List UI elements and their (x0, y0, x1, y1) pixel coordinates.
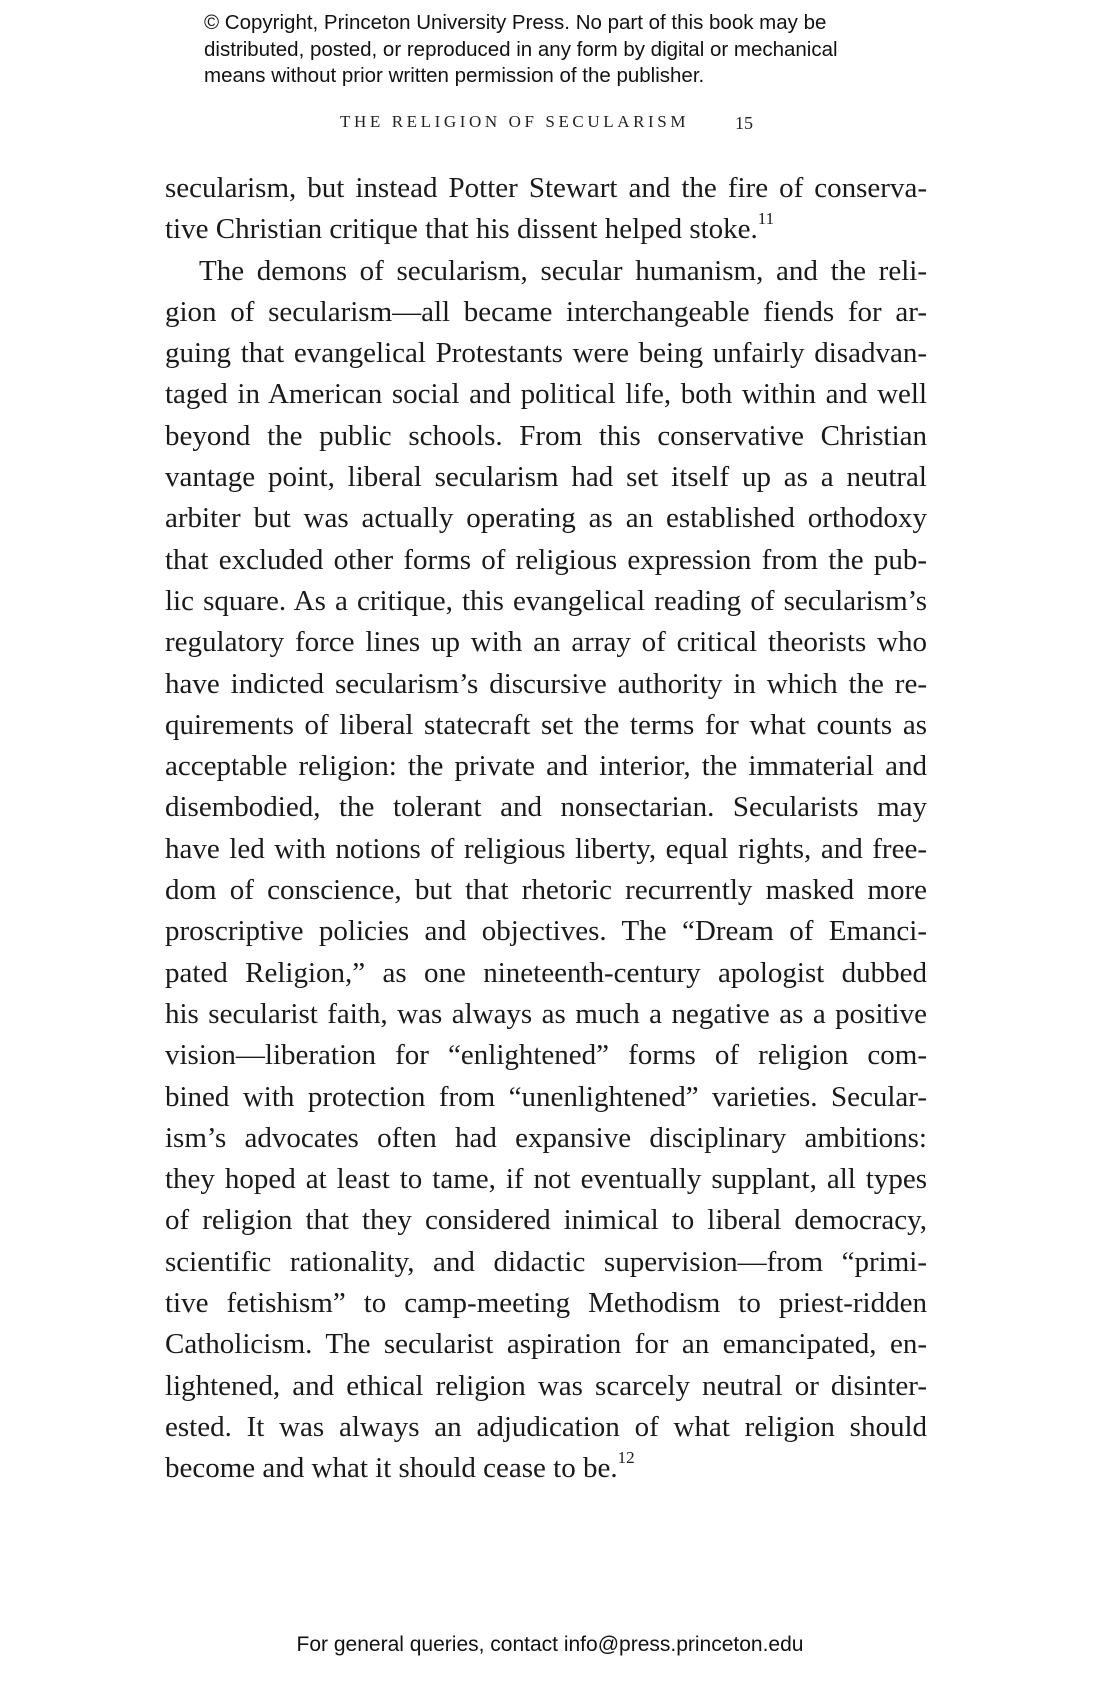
text-line: they hoped at least to tame, if not eventually supplant, all types (165, 1163, 927, 1196)
text-line: ism’s advocates often had expansive disciplinary ambitions: (165, 1121, 927, 1154)
text-line: acceptable religion: the private and interior, the immaterial and (165, 750, 927, 783)
text-line: proscriptive policies and objectives. The “Dream of Emanci- (165, 915, 927, 948)
text-line: secularism, but instead Potter Stewart and the fire of conserva- (165, 172, 927, 204)
body-text (165, 168, 927, 1490)
text-line: arbiter but was actually operating as an established orthodoxy (165, 502, 927, 535)
copyright-notice (204, 10, 964, 90)
paragraph-1 (165, 168, 927, 251)
copyright-line: distributed, posted, or reproduced in any form by digital or mechanical (204, 37, 838, 61)
running-head-title: THE RELIGION OF SECULARISM (340, 112, 690, 131)
text-line: of religion that they considered inimical to liberal democracy, (165, 1204, 927, 1237)
text-line: beyond the public schools. From this conservative Christian (165, 419, 927, 452)
text-line-content: tive Christian critique that his dissent helped stoke. (165, 213, 758, 246)
text-line: Catholicism. The secularist aspiration for an emancipated, en- (165, 1328, 927, 1361)
footnote-marker: 11 (757, 208, 775, 228)
copyright-line: © Copyright, Princeton University Press. No part of this book may be (204, 11, 827, 34)
text-line: regulatory force lines up with an array of critical theorists who (165, 626, 927, 659)
text-line-content: become and what it should cease to be. (165, 1452, 618, 1485)
footnote-marker: 12 (617, 1447, 635, 1467)
text-line: vision—liberation for “enlightened” forms of religion com- (165, 1039, 927, 1072)
text-line (165, 1448, 927, 1489)
text-line: dom of conscience, but that rhetoric recurrently masked more (165, 874, 927, 907)
paragraph-2 (165, 251, 927, 1490)
text-line: guing that evangelical Protestants were being unfairly disadvan- (165, 337, 927, 370)
copyright-line: means without prior written permission of the publisher. (204, 64, 705, 87)
text-line: tive fetishism” to camp-meeting Methodism to priest-ridden (165, 1287, 927, 1320)
page-number: 15 (735, 113, 753, 133)
text-line: gion of secularism—all became interchangeable fiends for ar- (165, 295, 927, 328)
text-line: lightened, and ethical religion was scarcely neutral or disinter- (165, 1369, 927, 1402)
text-line: ested. It was always an adjudication of what religion should (165, 1410, 927, 1443)
text-line: scientific rationality, and didactic supervision—from “primi- (165, 1245, 927, 1278)
text-line: bined with protection from “unenlightened” varieties. Secular- (165, 1080, 927, 1113)
text-line: vantage point, liberal secularism had set itself up as a neutral (165, 461, 927, 494)
text-line (165, 209, 927, 250)
text-line: his secularist faith, was always as much a negative as a positive (165, 997, 927, 1030)
text-line: disembodied, the tolerant and nonsectarian. Secularists may (165, 791, 927, 824)
text-line: taged in American social and political life, both within and well (165, 378, 927, 411)
text-line: quirements of liberal statecraft set the terms for what counts as (165, 708, 927, 741)
text-line: have indicted secularism’s discursive authority in which the re- (165, 667, 927, 700)
footer-contact: For general queries, contact info@press.princeton.edu (296, 1633, 804, 1656)
text-line: lic square. As a critique, this evangelical reading of secularism’s (165, 584, 927, 617)
text-line: that excluded other forms of religious expression from the pub- (165, 543, 927, 576)
text-line: pated Religion,” as one nineteenth-century apologist dubbed (165, 956, 927, 989)
text-line: have led with notions of religious liberty, equal rights, and free- (165, 832, 927, 865)
text-line: The demons of secularism, secular humanism, and the reli- (199, 254, 927, 287)
